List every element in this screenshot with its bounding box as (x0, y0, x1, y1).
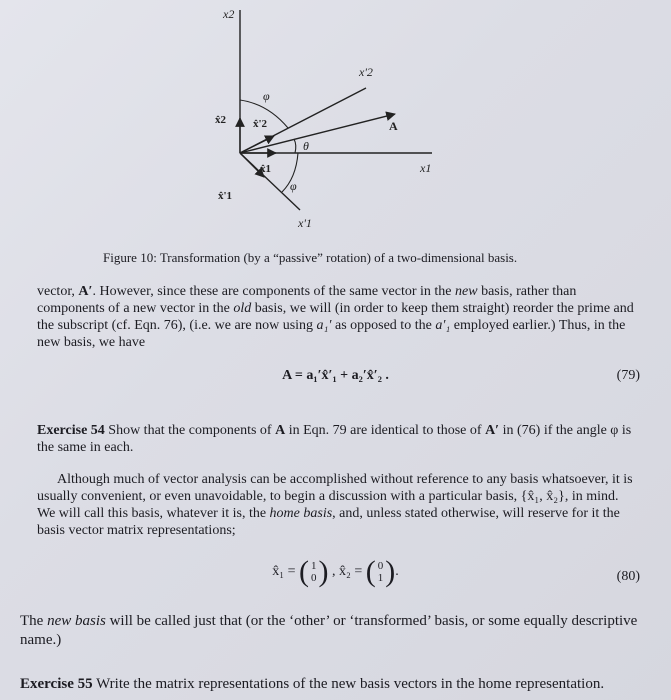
phi-top-label: φ (263, 89, 270, 103)
theta-label: θ (303, 139, 309, 153)
figure-caption: Figure 10: Transformation (by a “passive” rotation) of a two-dimensional basis. (103, 250, 518, 265)
exercise-54: Exercise 54 Show that the components of A in Eqn. 79 are identical to those of A′ in (76) if the angle φ is the same in each. (37, 423, 632, 455)
theta-arc (294, 139, 296, 153)
basis-rotation-figure (0, 0, 671, 250)
paragraph-vector-a-prime: vector, A′. However, since these are components of the same vector in the new basis, rather than components of a new vector in the old basis, we will (in order to keep them straight) reorder the prime and the subscript (cf. Eqn. 76), (i.e. we are now using a₁′ as opposed to the a′₁ employed earlier.) Thus, in the new basis, we have (37, 284, 634, 350)
paragraph-new-basis: The new basis will be called just that (or the ‘other’ or ‘transformed’ basis, or some equally descriptive name.) (20, 613, 638, 648)
exercise-55: Exercise 55 Write the matrix representations of the new basis vectors in the home representation. (20, 676, 605, 692)
x2-hat-label: x̂2 (215, 114, 226, 126)
x2-axis-label: x2 (223, 7, 235, 21)
x2-prime-hat-label: x̂'2 (253, 118, 268, 130)
x2-prime-axis-label: x'2 (359, 65, 373, 79)
phi-bottom-label: φ (290, 179, 297, 193)
paragraph-home-basis: Although much of vector analysis can be accomplished without reference to any basis whatsoever, it is usually convenient, or even unavoidable, to begin a discussion with a particular basis, {x̂₁, x̂₂}, in mind. We will call this basis, whatever it is, the home basis, and, unless stated otherwise, will reserve for it the basis vector matrix representations; (37, 472, 633, 538)
equation-80: x̂₁ = ( 1 0) , x̂₂ = ( 0 1). (80) (272, 555, 640, 588)
vector-a-label: A (389, 119, 398, 133)
x1-prime-hat-label: x̂'1 (218, 190, 233, 202)
x1-prime-axis-label: x'1 (298, 216, 312, 230)
x1-hat-label: x̂1 (260, 163, 271, 175)
x1-axis-label: x1 (420, 161, 432, 175)
x2-prime-hat-arrow (240, 136, 274, 153)
